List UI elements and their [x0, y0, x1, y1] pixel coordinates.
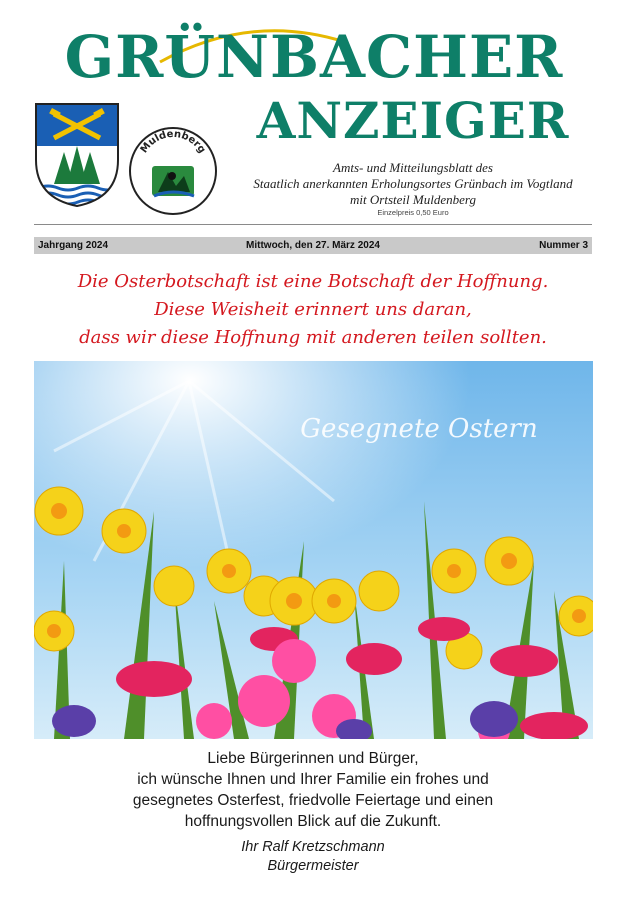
masthead-divider	[34, 224, 592, 225]
issue-date: Mittwoch, den 27. März 2024	[246, 240, 380, 251]
price-label: Einzelpreis 0,50 Euro	[377, 208, 449, 217]
masthead-title-line1: GRÜNBACHER	[64, 23, 564, 91]
signature-role: Bürgermeister	[267, 858, 359, 874]
issue-number: Nummer 3	[539, 240, 588, 251]
subtitle-line: Staatlich anerkannten Erholungsortes Grünbach im Vogtland	[253, 176, 573, 191]
masthead	[0, 0, 625, 220]
quote-line: Die Osterbotschaft ist eine Botschaft der Hoffnung.	[77, 271, 549, 292]
masthead-title-line2: ANZEIGER	[256, 91, 570, 150]
issue-info-bar	[34, 237, 592, 254]
coat-of-arms-icon	[34, 102, 120, 208]
easter-quote	[34, 268, 592, 352]
easter-flower-photo	[34, 361, 593, 739]
subtitle-line: Amts- und Mitteilungsblatt des	[333, 160, 493, 175]
signature-name: Ihr Ralf Kretzschmann	[241, 839, 385, 855]
quote-line: dass wir diese Hoffnung mit anderen teilen sollten.	[79, 327, 547, 348]
mayor-greeting	[34, 748, 592, 832]
greeting-line: hoffnungsvollen Blick auf die Zukunft.	[184, 813, 442, 830]
muldenberg-seal-icon	[128, 126, 218, 216]
signature-block	[34, 838, 592, 876]
svg-text:Muldenberg: Muldenberg	[138, 128, 208, 156]
greeting-line: Liebe Bürgerinnen und Bürger,	[207, 750, 419, 767]
issue-year: Jahrgang 2024	[38, 240, 109, 251]
greeting-line: ich wünsche Ihnen und Ihrer Familie ein frohes und	[137, 771, 489, 788]
quote-line: Diese Weisheit erinnert uns daran,	[154, 299, 472, 320]
greeting-line: gesegnetes Osterfest, friedvolle Feiertage und einen	[132, 792, 494, 809]
photo-caption: Gesegnete Ostern	[300, 414, 538, 444]
masthead-subtitle	[232, 160, 594, 208]
subtitle-line: mit Ortsteil Muldenberg	[350, 192, 476, 207]
